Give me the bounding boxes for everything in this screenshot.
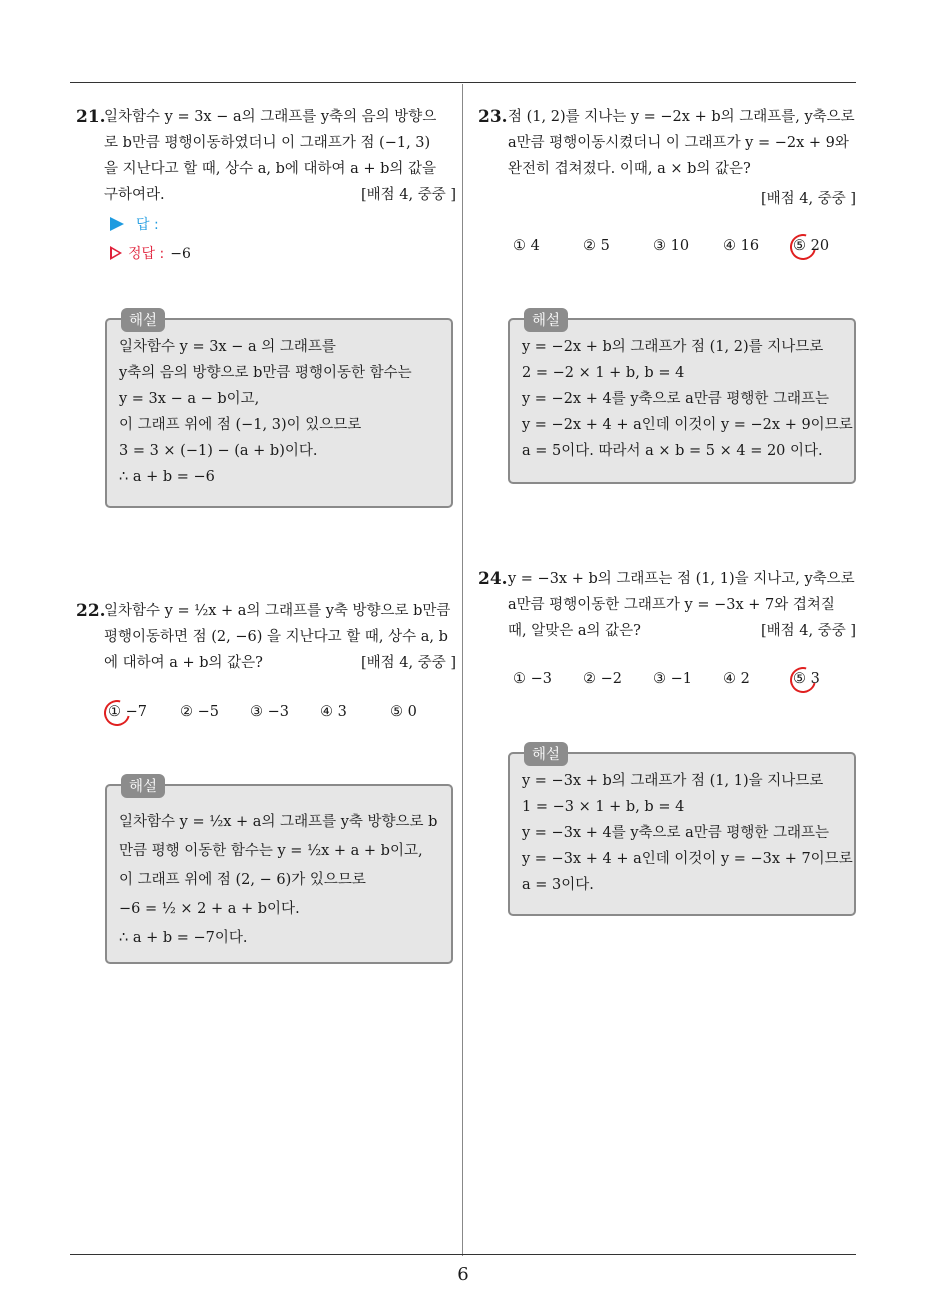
question-line: 때, 알맞은 a의 값은? (508, 623, 641, 639)
choice-4[interactable]: ④ 3 (320, 704, 347, 720)
question-number: 21. (76, 107, 106, 127)
question-number: 22. (76, 601, 106, 621)
question-line: 완전히 겹쳐졌다. 이때, a × b의 값은? (508, 161, 751, 177)
solution-box (105, 779, 453, 964)
choice-3[interactable]: ③ −1 (653, 671, 692, 687)
solution-line: 일차함수 y = ½x + a의 그래프를 y축 방향으로 b (119, 814, 438, 830)
question-line: 평행이동하면 점 (2, −6) 을 지난다고 할 때, 상수 a, b (104, 629, 448, 645)
points-label: [배점 4, 중중 ] (760, 623, 856, 639)
question-line: 로 b만큼 평행이동하였더니 이 그래프가 점 (−1, 3) (104, 135, 431, 151)
solution-line: ∴ a + b = −6 (119, 469, 215, 485)
choice-5[interactable]: ⑤ 20 (793, 238, 830, 254)
points-label: [배점 4, 중중 ] (760, 191, 856, 207)
answer-row (110, 214, 159, 234)
question-22 (72, 598, 456, 678)
solution-line: y = 3x − a − b이고, (119, 391, 260, 407)
question-line: a만큼 평행이동시켰더니 이 그래프가 y = −2x + 9와 (508, 135, 849, 151)
choice-2[interactable]: ② −5 (180, 704, 219, 720)
question-21 (72, 104, 456, 214)
solution-tag: 해설 (524, 742, 568, 766)
choice-list (513, 671, 853, 693)
solution-line: 일차함수 y = 3x − a 의 그래프를 (119, 339, 336, 355)
bottom-rule (70, 1254, 856, 1255)
question-line: a만큼 평행이동한 그래프가 y = −3x + 7와 겹쳐질 (508, 597, 835, 613)
solution-body (119, 808, 441, 953)
choice-5[interactable]: ⑤ 0 (390, 704, 417, 720)
question-24 (476, 566, 856, 646)
choice-5[interactable]: ⑤ 3 (793, 671, 820, 687)
column-divider (462, 84, 463, 1256)
solution-line: 1 = −3 × 1 + b, b = 4 (522, 799, 685, 815)
question-line: 일차함수 y = ½x + a의 그래프를 y축 방향으로 b만큼 (104, 603, 451, 619)
play-icon (110, 217, 124, 231)
solution-line: −6 = ½ × 2 + a + b이다. (119, 901, 300, 917)
solution-box (508, 747, 856, 916)
solution-line: y = −3x + b의 그래프가 점 (1, 1)을 지나므로 (522, 773, 824, 789)
choice-3[interactable]: ③ 10 (653, 238, 690, 254)
question-line: 을 지난다고 할 때, 상수 a, b에 대하여 a + b의 값을 (104, 161, 437, 177)
choice-1[interactable]: ① −7 (108, 704, 147, 720)
choice-4[interactable]: ④ 16 (723, 238, 760, 254)
solution-body (522, 768, 853, 898)
solution-line: 이 그래프 위에 점 (2, − 6)가 있으므로 (119, 872, 366, 888)
solution-line: a = 3이다. (522, 877, 594, 893)
solution-line: ∴ a + b = −7이다. (119, 930, 248, 946)
choice-4[interactable]: ④ 2 (723, 671, 750, 687)
question-line: 에 대하여 a + b의 값은? (104, 655, 263, 671)
correct-answer-row (110, 243, 191, 263)
choice-3[interactable]: ③ −3 (250, 704, 289, 720)
correct-value: −6 (170, 246, 191, 262)
solution-tag: 해설 (524, 308, 568, 332)
solution-box (105, 313, 453, 508)
question-number: 23. (478, 107, 508, 127)
solution-line: y축의 음의 방향으로 b만큼 평행이동한 함수는 (119, 365, 412, 381)
solution-box (508, 313, 856, 484)
choice-1[interactable]: ① −3 (513, 671, 552, 687)
question-line: y = −3x + b의 그래프는 점 (1, 1)을 지나고, y축으로 (508, 571, 855, 587)
question-line: 일차함수 y = 3x − a의 그래프를 y축의 음의 방향으 (104, 109, 437, 125)
question-23 (476, 104, 856, 210)
answer-label: 답 : (136, 217, 159, 233)
solution-line: 3 = 3 × (−1) − (a + b)이다. (119, 443, 318, 459)
solution-line: y = −3x + 4 + a인데 이것이 y = −3x + 7이므로 (522, 851, 853, 867)
solution-line: y = −2x + 4를 y축으로 a만큼 평행한 그래프는 (522, 391, 830, 407)
solution-line: 2 = −2 × 1 + b, b = 4 (522, 365, 685, 381)
solution-tag: 해설 (121, 774, 165, 798)
solution-line: y = −2x + 4 + a인데 이것이 y = −2x + 9이므로 (522, 417, 853, 433)
question-line: 구하여라. (104, 187, 165, 203)
question-number: 24. (478, 569, 508, 589)
solution-tag: 해설 (121, 308, 165, 332)
top-rule (70, 82, 856, 83)
choice-list (108, 704, 448, 726)
solution-line: y = −3x + 4를 y축으로 a만큼 평행한 그래프는 (522, 825, 830, 841)
points-label: [배점 4, 중중 ] (360, 187, 456, 203)
solution-line: 이 그래프 위에 점 (−1, 3)이 있으므로 (119, 417, 362, 433)
points-label: [배점 4, 중중 ] (360, 655, 456, 671)
solution-line: y = −2x + b의 그래프가 점 (1, 2)를 지나므로 (522, 339, 824, 355)
choice-2[interactable]: ② −2 (583, 671, 622, 687)
solution-line: a = 5이다. 따라서 a × b = 5 × 4 = 20 이다. (522, 443, 823, 459)
choice-list (513, 238, 853, 260)
page-number: 6 (457, 1264, 469, 1285)
solution-body (522, 334, 853, 464)
question-text (508, 104, 856, 182)
choice-2[interactable]: ② 5 (583, 238, 610, 254)
correct-label: 정답 : (128, 246, 165, 262)
question-line: 점 (1, 2)를 지나는 y = −2x + b의 그래프를, y축으로 (508, 109, 855, 125)
solution-line: 만큼 평행 이동한 함수는 y = ½x + a + b이고, (119, 843, 423, 859)
solution-body (119, 334, 441, 490)
play-outline-icon (110, 246, 122, 260)
choice-1[interactable]: ① 4 (513, 238, 540, 254)
